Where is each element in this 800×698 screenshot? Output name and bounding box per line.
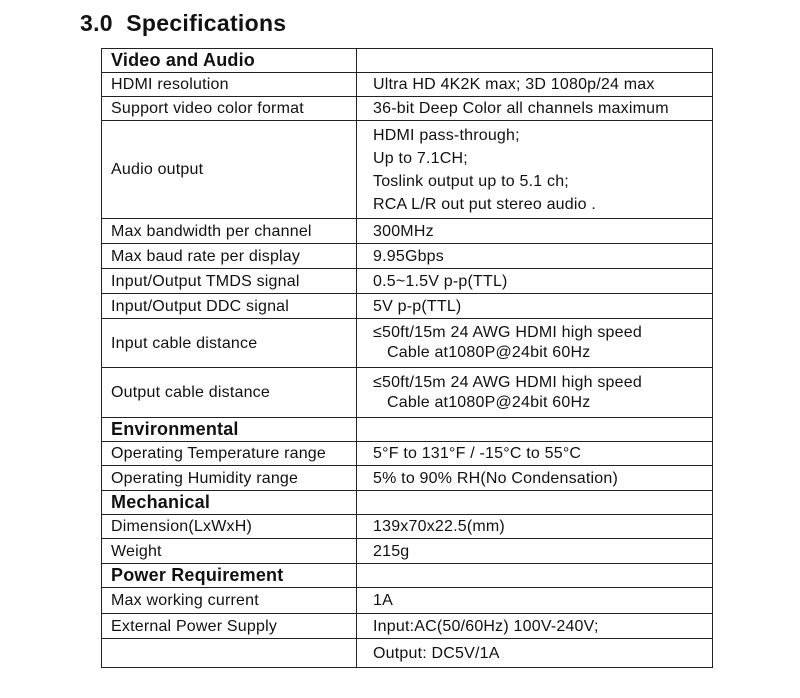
- spec-label: Audio output: [102, 121, 357, 219]
- spec-label: Max working current: [102, 588, 357, 614]
- table-row: [102, 219, 713, 244]
- spec-label: Operating Temperature range: [102, 442, 357, 466]
- table-row: [102, 442, 713, 466]
- spec-value: 139x70x22.5(mm): [357, 515, 713, 539]
- table-row: [102, 294, 713, 319]
- spec-label: [102, 639, 357, 668]
- spec-value-line: Cable at1080P@24bit 60Hz: [387, 344, 591, 361]
- spec-value: 1A: [357, 588, 713, 614]
- table-row: [102, 614, 713, 639]
- page-title: 3.0 Specifications: [80, 10, 287, 36]
- spec-label: Input cable distance: [102, 319, 357, 368]
- spec-value-line: RCA L/R out put stereo audio .: [373, 195, 597, 213]
- table-row: [102, 466, 713, 491]
- spec-value: [357, 319, 713, 368]
- section-title: Environmental: [102, 418, 357, 442]
- spec-label: HDMI resolution: [102, 73, 357, 97]
- section-header-row: [102, 564, 713, 588]
- spec-label: External Power Supply: [102, 614, 357, 639]
- table-row: [102, 639, 713, 668]
- spec-value-line: Cable at1080P@24bit 60Hz: [387, 393, 591, 411]
- spec-value: Ultra HD 4K2K max; 3D 1080p/24 max: [357, 73, 713, 97]
- spec-value: Output: DC5V/1A: [357, 639, 713, 668]
- table-row: [102, 588, 713, 614]
- spec-label: Weight: [102, 539, 357, 564]
- spec-value: 5V p-p(TTL): [357, 294, 713, 319]
- spec-label: Input/Output TMDS signal: [102, 269, 357, 294]
- specifications-table: [101, 48, 713, 668]
- spec-value: Input:AC(50/60Hz) 100V-240V;: [357, 614, 713, 639]
- spec-label: Operating Humidity range: [102, 466, 357, 491]
- spec-value-line: HDMI pass-through;: [373, 126, 520, 144]
- table-row: [102, 319, 713, 368]
- section-title: Power Requirement: [102, 564, 357, 588]
- table-row: [102, 244, 713, 269]
- table-row: [102, 368, 713, 418]
- spec-label: Support video color format: [102, 97, 357, 121]
- spec-value: 9.95Gbps: [357, 244, 713, 269]
- table-row: [102, 269, 713, 294]
- spec-value: [357, 121, 713, 219]
- spec-value-line: Up to 7.1CH;: [373, 149, 468, 167]
- section-header-row: [102, 49, 713, 73]
- section-header-row: [102, 418, 713, 442]
- section-title: Video and Audio: [102, 49, 357, 73]
- spec-label: Input/Output DDC signal: [102, 294, 357, 319]
- spec-value-line: ≤50ft/15m 24 AWG HDMI high speed: [373, 373, 642, 391]
- spec-value: 5°F to 131°F / -15°C to 55°C: [357, 442, 713, 466]
- section-header-blank-cell: [357, 49, 713, 73]
- section-header-blank-cell: [357, 564, 713, 588]
- table-row: [102, 121, 713, 219]
- spec-label: Max baud rate per display: [102, 244, 357, 269]
- spec-value: 215g: [357, 539, 713, 564]
- section-header-blank-cell: [357, 491, 713, 515]
- spec-label: Output cable distance: [102, 368, 357, 418]
- spec-value: [357, 368, 713, 418]
- section-header-blank-cell: [357, 418, 713, 442]
- spec-value: 36-bit Deep Color all channels maximum: [357, 97, 713, 121]
- spec-value-line: ≤50ft/15m 24 AWG HDMI high speed: [373, 324, 642, 341]
- spec-value: 300MHz: [357, 219, 713, 244]
- spec-value-line: Toslink output up to 5.1 ch;: [373, 172, 569, 190]
- spec-value: 0.5~1.5V p-p(TTL): [357, 269, 713, 294]
- table-row: [102, 515, 713, 539]
- table-row: [102, 97, 713, 121]
- spec-value: 5% to 90% RH(No Condensation): [357, 466, 713, 491]
- section-header-row: [102, 491, 713, 515]
- table-row: [102, 73, 713, 97]
- table-row: [102, 539, 713, 564]
- section-title: Mechanical: [102, 491, 357, 515]
- spec-label: Max bandwidth per channel: [102, 219, 357, 244]
- spec-label: Dimension(LxWxH): [102, 515, 357, 539]
